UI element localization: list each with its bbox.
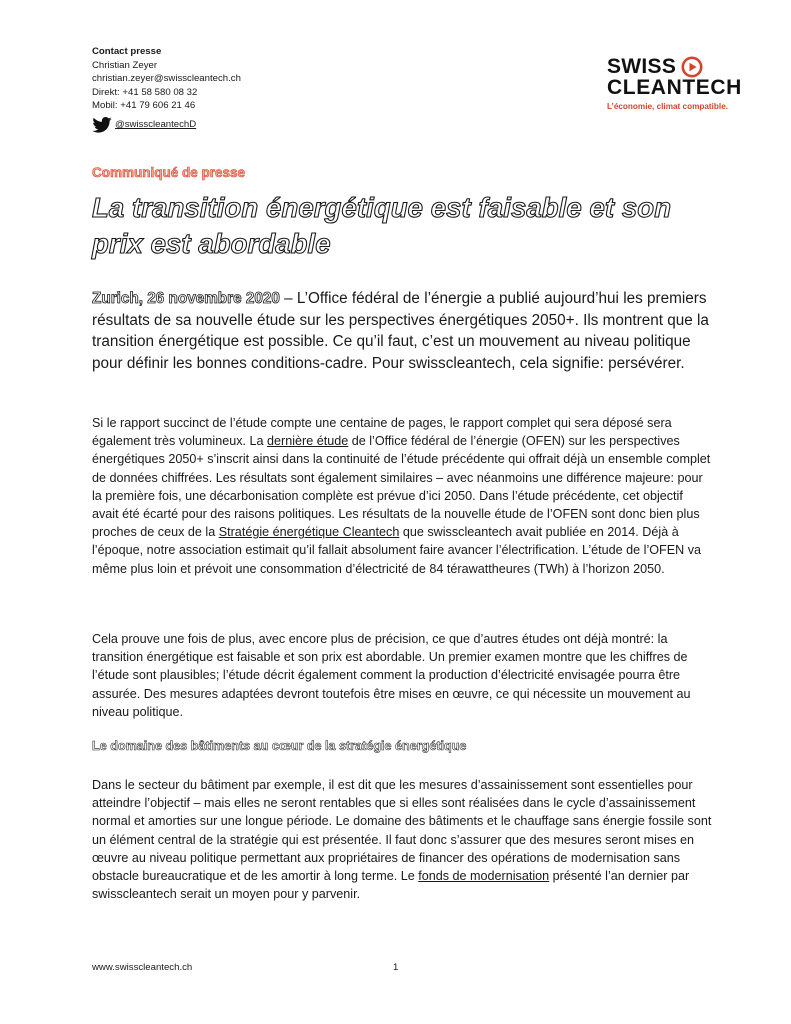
lead-paragraph <box>92 288 712 374</box>
twitter-handle-link[interactable]: @swisscleantechD <box>115 119 197 131</box>
derniere-etude-link[interactable]: dernière étude <box>267 434 349 449</box>
page-title: La transition énergétique est faisable et son prix est abordable <box>92 192 672 259</box>
play-circle-icon <box>681 56 703 78</box>
contact-name: Christian Zeyer <box>92 59 158 71</box>
lead-place-date: Zurich, 26 novembre 2020 <box>92 290 280 307</box>
logo-word-swiss: SWISS <box>607 55 677 78</box>
twitter-bird-icon <box>92 117 112 133</box>
twitter-row <box>92 117 241 133</box>
contact-heading: Contact presse <box>92 46 162 57</box>
footer-website: www.swisscleantech.ch <box>92 962 193 973</box>
swisscleantech-logo <box>607 55 742 111</box>
logo-wordmark-row-1 <box>607 56 737 78</box>
logo-word-cleantech: CLEANTECH <box>607 76 742 99</box>
lead-text: – L’Office fédéral de l’énergie a publié aujourd’hui les premiers résultats de sa nouvelle étude sur les perspectives énergétiques 2050+. Ils montrent que la transition énergétique est possible. Ce qu’il faut, c’est un mouvement au niveau politique pour définir les bonnes conditions-cadre. Pour swisscleantech, cela signifie: persévérer. <box>92 290 709 372</box>
document-kicker: Communiqué de presse <box>92 165 246 180</box>
p1-text-1: Si le rapport succinct de l’étude compte une centaine de pages, le rapport complet qui sera déposé sera également très volumineux. La <box>92 416 672 449</box>
section-heading: Le domaine des bâtiments au cœur de la stratégie énergétique <box>92 739 467 753</box>
body-paragraph-2: Cela prouve une fois de plus, avec encore plus de précision, ce que d’autres études ont déjà montré: la transition énergétique est faisable et son prix est abordable. Un premier examen montre que les chiffres de l’étude sont plausibles; l’étude décrit également comment la production d’électricité envisagée pourra être assurée. Des mesures adaptées devront toutefois être mises en œuvre, ce qui nécessite un mouvement au niveau politique. <box>92 632 691 719</box>
p1-text-3: que swisscleantech avait publiée en 2014. Déjà à l’époque, notre association estimait qu’il fallait absolument faire avancer l’électrification. L’étude de l’OFEN va même plus loin et prévoit une consommation d’électricité de 84 térawattheures (TWh) à l’horizon 2050. <box>92 525 702 576</box>
body-paragraph-3 <box>92 776 712 903</box>
page-number: 1 <box>393 962 399 973</box>
p3-text-2: présenté l’an dernier par swisscleantech serait un moyen pour y parvenir. <box>92 869 690 902</box>
press-contact-block <box>92 45 241 133</box>
strategie-energetique-link[interactable]: Stratégie énergétique Cleantech <box>218 525 400 540</box>
body-paragraph-1 <box>92 414 712 578</box>
fonds-de-modernisation-link[interactable]: fonds de modernisation <box>418 869 550 884</box>
contact-email[interactable]: christian.zeyer@swisscleantech.ch <box>92 73 241 85</box>
logo-tagline: L’économie, climat compatible. <box>607 102 729 111</box>
contact-mobile-phone: Mobil: +41 79 606 21 46 <box>92 100 196 112</box>
contact-direct-phone: Direkt: +41 58 580 08 32 <box>92 86 198 98</box>
p1-text-2: de l’Office fédéral de l’énergie (OFEN) sur les perspectives énergétiques 2050+ s’inscrit ainsi dans la continuité de l’étude précédente qui offrait déjà un ensemble complet de données chiffrées. Les résultats sont également similaires – avec néanmoins une différence majeure: pour la première fois, une décarbonisation complète est prévue d’ici 2050. Dans l’étude précédente, cet objectif avait été écarté pour des raisons politiques. Les résultats de la nouvelle étude de l’OFEN sont donc bien plus proches de ceux de la <box>92 434 711 540</box>
p3-text-1: Dans le secteur du bâtiment par exemple, il est dit que les mesures d’assainissement sont essentielles pour atteindre l’objectif – mais elles ne seront rentables que si elles sont réalisées dans le cycle d’assainissement normal et amorties sur une longue période. Le domaine des bâtiments et le chauffage sans énergie fossile sont un élément central de la stratégie qui est présentée. Il faut donc s’assurer que des mesures seront mises en œuvre au niveau politique permettant aux propriétaires de financer des opérations de modernisation sans obstacle bureaucratique et de les amortir à long terme. Le <box>92 778 712 884</box>
